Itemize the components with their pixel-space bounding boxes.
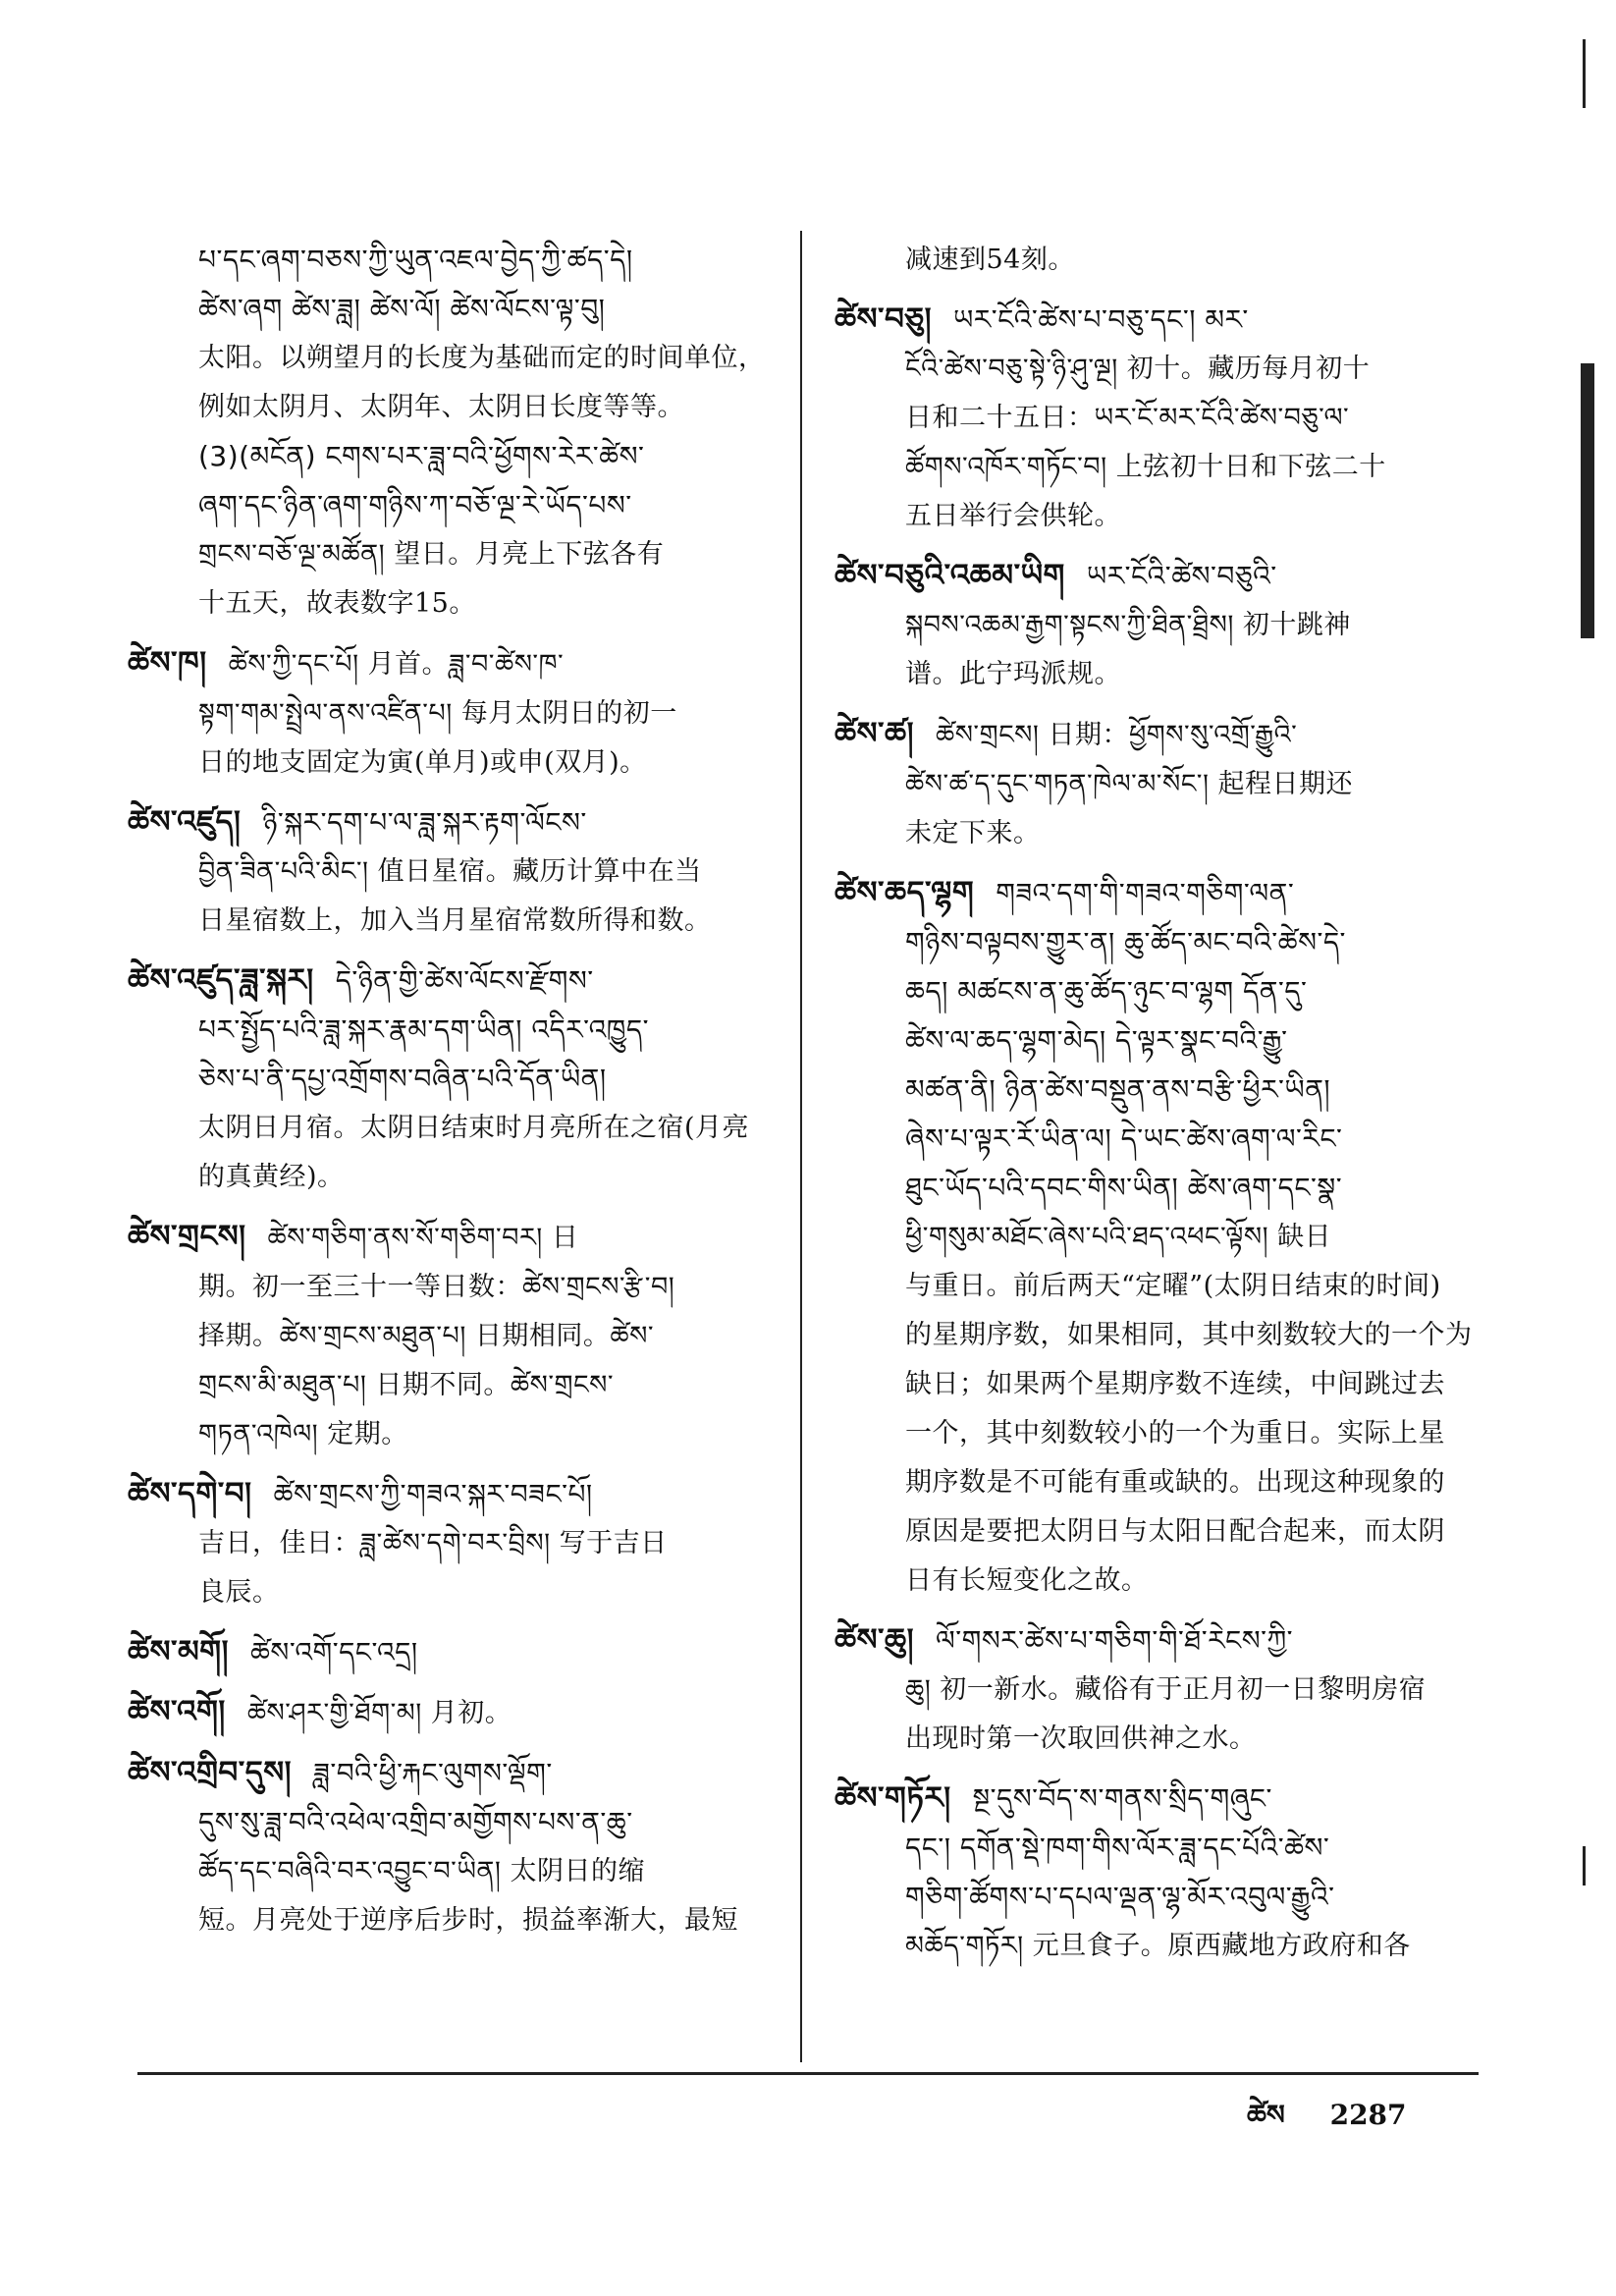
definition-line: 的真黄经)。: [198, 1162, 345, 1192]
margin-mark: [1581, 363, 1594, 638]
headword: ཚེས་ཚ།: [835, 716, 914, 751]
definition-line: 十五天，故表数字15。: [198, 588, 476, 619]
definition-text: ཚེས་གྲངས། 日期：ཕྱོགས་སུ་འགྲོ་རྒྱུའི་: [935, 720, 1298, 750]
definition-line: ཅེས་པ་ནི་དཔྱ་འགྲོགས་བཞིན་པའི་དོན་ཡིན།: [198, 1063, 607, 1095]
dictionary-entry: [128, 956, 805, 1202]
definition-text: ཡར་ངོའི་ཚེས་བཅུའི་: [1086, 560, 1277, 592]
definition-line: ཆུ། 初一新水。藏俗有于正月初一日黎明房宿: [905, 1674, 1427, 1705]
entry-first-line: [835, 709, 1512, 760]
headword: ཚེས་ཆུ།: [835, 1622, 914, 1658]
definition-line: 的星期序数，如果相同，其中刻数较大的一个为: [905, 1320, 1473, 1350]
definition-text: ཚེས་གྲངས་ཀྱི་གཟའ་སྐར་བཟང་པོ།: [273, 1478, 593, 1510]
headword: ཚེས་ཁ།: [128, 645, 207, 681]
definition-line: གྲངས་བཅོ་ལྔ་མཚོན། 望日。月亮上下弦各有: [198, 539, 665, 570]
definition-text: ཚེས་ཤར་གྱི་ཐོག་མ། 月初。: [246, 1698, 512, 1728]
headword: ཚེས་འཛུད།: [128, 804, 242, 840]
entry-first-line: [835, 1774, 1512, 1824]
headword: ཚེས་གཏོར།: [835, 1780, 951, 1816]
definition-line: 未定下来。: [905, 818, 1041, 848]
definition-line: པ་དང་ཞག་བཅས་ཀྱི་ཡུན་འཇལ་བྱེད་ཀྱི་ཚད་དེ།: [198, 244, 633, 276]
dictionary-entry: [835, 1774, 1512, 1971]
definition-text: ཉི་སྐར་དག་པ་ལ་ཟླ་སྐར་རྟག་ལོངས་: [262, 806, 587, 839]
page-number: 2287: [1329, 2099, 1407, 2131]
definition-text: གཟའ་དག་གི་གཟའ་གཅིག་ལན་: [996, 877, 1295, 909]
dictionary-entry: [835, 551, 1512, 699]
definition-line: མཆོད་གཏོར། 元旦食子。原西藏地方政府和各: [905, 1931, 1411, 1961]
definition-line: 良辰。: [198, 1577, 280, 1608]
definition-line: 谱。此宁玛派规。: [905, 659, 1121, 689]
definition-line: 日的地支固定为寅(单月)或申(双月)。: [198, 747, 647, 778]
definition-line: 出现时第一次取回供神之水。: [905, 1723, 1257, 1754]
definition-line: གྲངས་མི་མཐུན་པ། 日期不同。ཚེས་གྲངས་: [198, 1370, 615, 1400]
entry-first-line: [835, 1615, 1512, 1666]
definition-line: གཉིས་བལྟབས་གྱུར་ན། ཆུ་ཚོད་མང་བའི་ཚེས་དེ་: [905, 926, 1346, 958]
headword: ཚེས་འགྲིབ་དུས།: [128, 1755, 293, 1790]
dictionary-entry: [128, 1687, 805, 1738]
definition-line: 日和二十五日：ཡར་ངོ་མར་ངོའི་ཚེས་བཅུ་ལ་: [905, 403, 1350, 433]
definition-line: 短。月亮处于逆序后步时，损益率渐大，最短: [198, 1905, 738, 1936]
left-column: [128, 236, 805, 1955]
definition-line: 吉日，佳日：ཟླ་ཚེས་དགེ་བར་བྲིས། 写于吉日: [198, 1528, 668, 1558]
definition-line: ཚེས་ཞག ཚེས་ཟླ། ཚེས་ལོ། ཚེས་ལོངས་ལྟ་བུ།: [198, 293, 606, 325]
headword: ཚེས་མགོ།: [128, 1634, 229, 1669]
definition-line: 期。初一至三十一等日数：ཚེས་གྲངས་རྩི་བ།: [198, 1272, 675, 1302]
definition-line: ཚེས་ལ་ཆད་ལྷག་མེད། དེ་ལྟར་སྣང་བའི་རྒྱུ་: [905, 1024, 1288, 1057]
definition-line: 日有长短变化之故。: [905, 1565, 1149, 1596]
definition-line: གཏན་འཁེལ། 定期。: [198, 1419, 408, 1449]
definition-line: 一个，其中刻数较小的一个为重日。实际上星: [905, 1418, 1445, 1449]
dictionary-entry: [128, 797, 805, 946]
definition-line: 与重日。前后两天“定曜”(太阴日结束的时间): [905, 1271, 1441, 1301]
dictionary-entry: [128, 1627, 805, 1677]
definition-line: ཆད། མཚངས་ན་ཆུ་ཚོད་ཉུང་བ་ལྷག དོན་དུ་: [905, 975, 1308, 1008]
entry-first-line: [128, 1748, 805, 1798]
definition-line: 太阳。以朔望月的长度为基础而定的时间单位，: [198, 343, 766, 373]
definition-line: ཕྱི་གསུམ་མཐོང་ཞེས་པའི་ཐད་འཕང་ལྟོས། 缺日: [905, 1222, 1332, 1252]
definition-line: (3)(མངོན) ངགས་པར་ཟླ་བའི་ཕྱོགས་རེར་ཚེས་: [198, 440, 645, 472]
entry-first-line: [128, 1212, 805, 1263]
definition-line: ཚོགས་འཁོར་གཏོང་བ། 上弦初十日和下弦二十: [905, 452, 1386, 482]
margin-mark: [1583, 39, 1586, 108]
definition-line: ཐུང་ཡོད་པའི་དབང་གིས་ཡིན། ཚེས་ཞག་དང་སྣ་: [905, 1172, 1343, 1204]
definition-line: དང་། དགོན་སྡེ་ཁག་གིས་ལོར་ཟླ་དང་པོའི་ཚེས་: [905, 1831, 1330, 1864]
definition-line: 期序数是不可能有重或缺的。出现这种现象的: [905, 1467, 1445, 1498]
definition-text: ཚེས་གཅིག་ནས་སོ་གཅིག་བར། 日: [267, 1223, 579, 1253]
headword: ཚེས་གྲངས།: [128, 1219, 246, 1254]
definition-line: མཚན་ནི། ཉིན་ཚེས་བསྡུན་ནས་བརྩི་ཕྱིར་ཡིན།: [905, 1073, 1331, 1106]
definition-line: བྱིན་ཟིན་པའི་མིང་། 值日星宿。藏历计算中在当: [198, 856, 702, 887]
entry-first-line: [128, 956, 805, 1006]
dictionary-entry: [835, 295, 1512, 541]
definition-line: ངོའི་ཚེས་བཅུ་སྟེ་ཉི་ཤུ་ལྔ། 初十。藏历每月初十: [905, 354, 1371, 384]
headword: ཚེས་འགོ།: [128, 1694, 226, 1729]
dictionary-entry: [128, 638, 805, 788]
definition-line: 日星宿数上，加入当月星宿常数所得和数。: [198, 905, 712, 936]
page-footer: [1247, 2084, 1407, 2161]
footer-rule: [137, 2072, 1479, 2075]
definition-line: སྐབས་འཆམ་རྒྱག་སྟངས་ཀྱི་ཐིན་ཐྲིས། 初十跳神: [905, 610, 1351, 640]
definition-line: 例如太阴月、太阴年、太阴日长度等等。: [198, 392, 684, 422]
headword: ཚེས་འཛུད་ཟླ་སྐར།: [128, 962, 314, 998]
definition-line: 减速到54刻。: [905, 245, 1075, 275]
definition-text: ཚེས་འགོ་དང་འདྲ།: [249, 1636, 418, 1668]
definition-line: 太阴日月宿。太阴日结束时月亮所在之宿(月亮: [198, 1113, 750, 1143]
entry-first-line: [128, 1469, 805, 1519]
entry-first-line: [128, 1687, 805, 1738]
margin-mark: [1583, 1846, 1586, 1886]
entry-first-line: [835, 551, 1512, 601]
definition-line: 择期。ཚེས་གྲངས་མཐུན་པ། 日期相同。ཚེས་: [198, 1321, 655, 1351]
entry-first-line: [835, 868, 1512, 918]
headword: ཚེས་ཆད་ལྷག: [835, 875, 975, 910]
dictionary-entry: [128, 1748, 805, 1945]
definition-text: ལོ་གསར་ཚེས་པ་གཅིག་གི་ཐོ་རེངས་ཀྱི་: [935, 1624, 1294, 1657]
definition-line: 五日举行会供轮。: [905, 501, 1121, 531]
entry-first-line: [835, 295, 1512, 345]
definition-text: ཟླ་བའི་ཕྱི་རྐང་ལུགས་ལྡོག་: [313, 1757, 553, 1789]
column-divider: [800, 231, 802, 2062]
headword: ཚེས་བཅུའི་འཆམ་ཡིག: [835, 558, 1065, 593]
definition-line: ཞེས་པ་ལྟར་རོ་ཡིན་ལ། དེ་ཡང་ཚེས་ཞག་ལ་རིང་: [905, 1122, 1343, 1155]
running-head: ཚེས: [1247, 2099, 1285, 2131]
definition-line: དུས་སུ་ཟླ་བའི་འཕེལ་འགྲིབ་མགྱོགས་པས་ན་ཆུ་: [198, 1806, 633, 1838]
dictionary-entry: [835, 868, 1512, 1606]
definition-text: ཚེས་ཀྱི་དང་པོ། 月首。ཟླ་བ་ཚེས་ཁ་: [228, 649, 565, 680]
definition-line: 原因是要把太阴日与太阳日配合起来，而太阴: [905, 1516, 1445, 1547]
dictionary-entry: [835, 709, 1512, 858]
entry-first-line: [128, 797, 805, 847]
definition-line: ཚེས་ཚ་ད་དུང་གཏན་ཁེལ་མ་སོང་། 起程日期还: [905, 769, 1354, 799]
entry-first-line: [128, 1627, 805, 1677]
definition-line: ཚོད་དང་བཞིའི་བར་འབྱུང་བ་ཡིན། 太阴日的缩: [198, 1856, 645, 1886]
definition-line: 缺日；如果两个星期序数不连续，中间跳过去: [905, 1369, 1445, 1399]
dictionary-entry: [835, 1615, 1512, 1764]
dictionary-entry: [128, 236, 805, 629]
definition-line: ཞག་དང་ཉིན་ཞག་གཉིས་ཀ་བཅོ་ལྔ་རེ་ཡོད་པས་: [198, 489, 632, 521]
dictionary-entry: [128, 1469, 805, 1617]
definition-text: ཡར་ངོའི་ཚེས་པ་བཅུ་དང་། མར་: [952, 303, 1249, 336]
definition-text: སྔ་དུས་བོད་ས་གནས་སྲིད་གཞུང་: [972, 1782, 1272, 1815]
headword: ཚེས་དགེ་བ།: [128, 1476, 252, 1511]
definition-line: སྟག་གམ་སྤྲེལ་ནས་འཛིན་པ། 每月太阴日的初一: [198, 698, 677, 729]
definition-text: དེ་ཉིན་གྱི་ཚེས་ལོངས་རྫོགས་: [335, 964, 594, 997]
dictionary-entry: [835, 236, 1512, 285]
right-column: [835, 236, 1512, 1981]
headword: ཚེས་བཅུ།: [835, 301, 932, 337]
definition-line: གཅིག་ཚོགས་པ་དཔལ་ལྡན་ལྷ་མོར་འབུལ་རྒྱུའི་: [905, 1881, 1335, 1913]
dictionary-entry: [128, 1212, 805, 1459]
definition-line: པར་སྤྱོད་པའི་ཟླ་སྐར་རྣམ་དག་ཡིན། འདིར་འཁྱུད་: [198, 1013, 649, 1046]
entry-first-line: [128, 638, 805, 689]
